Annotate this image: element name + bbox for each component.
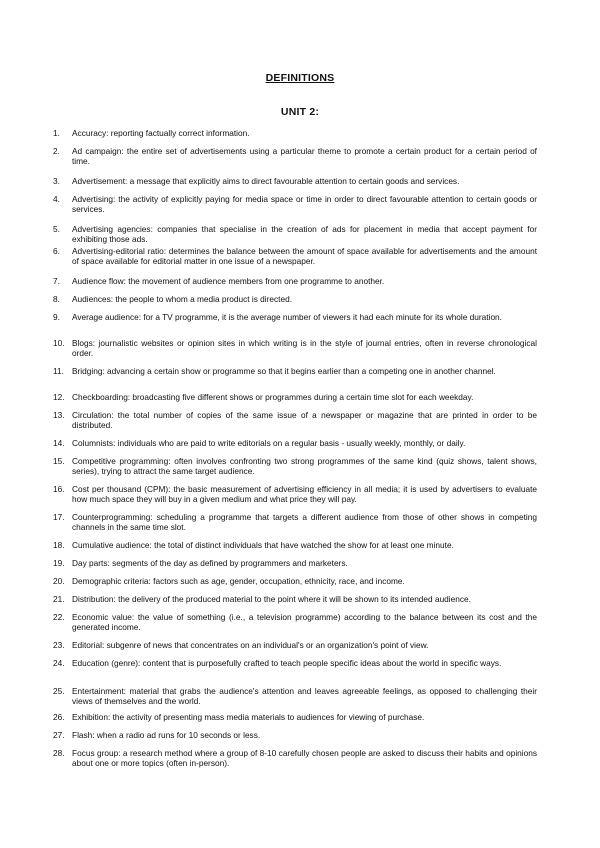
definition-text: Advertising-editorial ratio: determines the balance between the amount of space available for advertisements and the amount of space available for editorial matter in one issue of a newspaper.: [72, 246, 537, 266]
definition-number: 4.: [53, 194, 60, 204]
definition-item: [53, 484, 537, 504]
definition-item: [53, 410, 537, 430]
definition-text: Demographic criteria: factors such as age, gender, occupation, ethnicity, race, and income.: [72, 576, 405, 586]
definition-number: 7.: [53, 276, 60, 286]
definition-item: [53, 576, 537, 586]
definition-item: [53, 658, 537, 668]
definition-item: [53, 128, 537, 138]
unit-heading: UNIT 2:: [280, 106, 320, 118]
definition-number: 18.: [53, 540, 65, 550]
definition-number: 8.: [53, 294, 60, 304]
definition-text: Ad campaign: the entire set of advertisements using a particular theme to promote a certain product for a certain period of time.: [72, 146, 537, 166]
definition-text: Editorial: subgenre of news that concentrates on an individual's or an organization's point of view.: [72, 640, 429, 650]
definition-text: Average audience: for a TV programme, it is the average number of viewers it had each minute for its whole duration.: [72, 312, 502, 322]
definition-number: 24.: [53, 658, 65, 668]
definition-item: [53, 276, 537, 286]
definition-item: [53, 730, 537, 740]
definition-text: Advertising: the activity of explicitly paying for media space or time in order to direct favourable attention to certain goods or services.: [72, 194, 537, 214]
definition-text: Audience flow: the movement of audience members from one programme to another.: [72, 276, 385, 286]
definition-number: 9.: [53, 312, 60, 322]
definition-number: 22.: [53, 612, 65, 622]
definition-number: 27.: [53, 730, 65, 740]
definition-number: 6.: [53, 246, 60, 256]
definition-number: 17.: [53, 512, 65, 522]
definition-number: 12.: [53, 392, 65, 402]
definition-number: 16.: [53, 484, 65, 494]
definition-text: Cost per thousand (CPM): the basic measurement of advertising efficiency in all media; it is used by advertisers to evaluate how much space they will buy in a given medium and what price they will pay.: [72, 484, 537, 504]
definition-number: 5.: [53, 224, 60, 234]
definition-number: 10.: [53, 338, 65, 348]
definition-text: Education (genre): content that is purposefully crafted to teach people specific ideas about the world in specific ways.: [72, 658, 502, 668]
definition-item: [53, 366, 537, 376]
definition-text: Blogs: journalistic websites or opinion sites in which writing is in the style of journal entries, often in reverse chronological order.: [72, 338, 537, 358]
definition-item: [53, 338, 537, 358]
definition-item: [53, 456, 537, 476]
definition-item: [53, 748, 537, 768]
definition-number: 23.: [53, 640, 65, 650]
definition-number: 28.: [53, 748, 65, 758]
definition-text: Exhibition: the activity of presenting mass media materials to audiences for viewing of purchase.: [72, 712, 425, 722]
definition-item: [53, 146, 537, 166]
definition-text: Distribution: the delivery of the produced material to the point where it will be shown to its intended audience.: [72, 594, 471, 604]
definition-item: [53, 558, 537, 568]
definition-number: 1.: [53, 128, 60, 138]
definition-text: Advertising agencies: companies that specialise in the creation of ads for placement in media that accept payment for exhibiting those ads.: [72, 224, 537, 244]
definition-item: [53, 594, 537, 604]
definition-number: 11.: [53, 366, 64, 376]
definition-number: 25.: [53, 686, 65, 696]
definition-item: [53, 312, 537, 322]
definition-text: Checkboarding: broadcasting five different shows or programmes during a certain time slot for each weekday.: [72, 392, 474, 402]
definition-text: Audiences: the people to whom a media product is directed.: [72, 294, 292, 304]
definition-item: [53, 640, 537, 650]
definition-text: Entertainment: material that grabs the audience's attention and leaves agreeable feelings, as opposed to challenging their views of themselves and the world.: [72, 686, 537, 706]
definition-number: 19.: [53, 558, 65, 568]
definition-item: [53, 540, 537, 550]
definition-text: Columnists: individuals who are paid to write editorials on a regular basis - usually weekly, monthly, or daily.: [72, 438, 466, 448]
definition-item: [53, 512, 537, 532]
definition-item: [53, 686, 537, 706]
definition-text: Bridging: advancing a certain show or programme so that it begins earlier than a competing one in another channel.: [72, 366, 496, 376]
definition-number: 13.: [53, 410, 65, 420]
definition-text: Counterprogramming: scheduling a programme that targets a different audience from those of other shows in competing channels in the same time slot.: [72, 512, 537, 532]
definition-text: Competitive programming: often involves confronting two strong programmes of the same kind (quiz shows, talent shows, series), trying to attract the same target audience.: [72, 456, 537, 476]
definition-text: Day parts: segments of the day as defined by programmers and marketers.: [72, 558, 348, 568]
definition-number: 21.: [53, 594, 65, 604]
definition-number: 14.: [53, 438, 65, 448]
definition-text: Circulation: the total number of copies of the same issue of a newspaper or magazine that are printed in order to be distributed.: [72, 410, 537, 430]
definition-item: [53, 612, 537, 632]
definition-number: 15.: [53, 456, 65, 466]
definition-item: [53, 176, 537, 186]
definition-text: Focus group: a research method where a group of 8-10 carefully chosen people are asked to discuss their habits and opinions about one or more topics (often in-person).: [72, 748, 537, 768]
definition-number: 20.: [53, 576, 65, 586]
definition-text: Cumulative audience: the total of distinct individuals that have watched the show for at least one minute.: [72, 540, 454, 550]
definition-item: [53, 392, 537, 402]
definition-item: [53, 224, 537, 244]
definition-number: 2.: [53, 146, 60, 156]
document-title: DEFINITIONS: [265, 72, 335, 84]
definition-item: [53, 246, 537, 266]
definition-text: Accuracy: reporting factually correct information.: [72, 128, 250, 138]
definition-item: [53, 438, 537, 448]
definition-text: Flash: when a radio ad runs for 10 seconds or less.: [72, 730, 261, 740]
definition-text: Economic value: the value of something (i.e., a television programme) according to the balance between its cost and the generated income.: [72, 612, 537, 632]
definition-text: Advertisement: a message that explicitly aims to direct favourable attention to certain goods and services.: [72, 176, 460, 186]
definition-number: 3.: [53, 176, 60, 186]
definition-item: [53, 194, 537, 214]
definition-item: [53, 712, 537, 722]
definition-item: [53, 294, 537, 304]
definition-number: 26.: [53, 712, 65, 722]
